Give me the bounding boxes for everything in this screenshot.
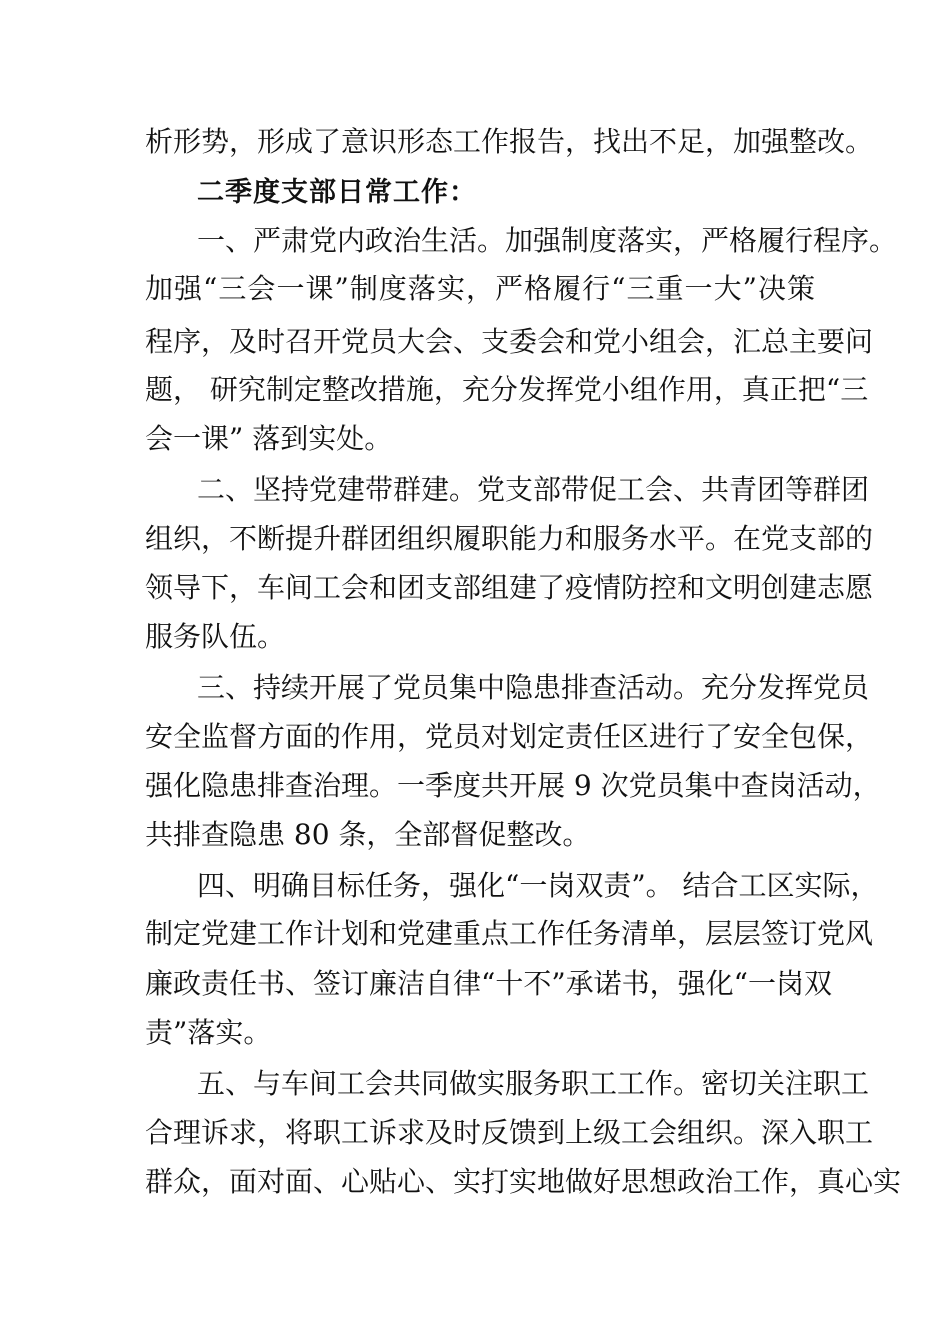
paragraph-line: 析形势，形成了意识形态工作报告，找出不足，加强整改。 [145,125,874,158]
paragraph-line: 一、严肃党内政治生活。加强制度落实，严格履行程序。 [197,224,898,257]
paragraph-line: 题， 研究制定整改措施，充分发挥党小组作用，真正把“三 [145,373,869,406]
paragraph-line: 群众，面对面、心贴心、实打实地做好思想政治工作，真心实 [145,1165,902,1198]
section-heading: 二季度支部日常工作： [197,177,477,208]
paragraph-line: 强化隐患排查治理。一季度共开展 9 次党员集中查岗活动， [145,769,881,802]
paragraph-line: 五、与车间工会共同做实服务职工工作。密切关注职工 [197,1067,870,1100]
paragraph-line: 制定党建工作计划和党建重点工作任务清单，层层签订党风 [145,917,874,950]
paragraph-line: 组织，不断提升群团组织履职能力和服务水平。在党支部的 [145,522,874,555]
paragraph-line: 合理诉求，将职工诉求及时反馈到上级工会组织。深入职工 [145,1116,874,1149]
paragraph-line: 加强“三会一课”制度落实，严格履行“三重一大”决策 [145,272,815,305]
paragraph-line: 程序，及时召开党员大会、支委会和党小组会，汇总主要问 [145,325,874,358]
paragraph-line: 四、明确目标任务，强化“一岗双责”。 结合工区实际， [197,869,879,902]
paragraph-line: 共排查隐患 80 条，全部督促整改。 [145,818,591,851]
paragraph-line: 服务队伍。 [145,620,286,653]
paragraph-line: 责”落实。 [145,1016,272,1049]
paragraph-line: 领导下，车间工会和团支部组建了疫情防控和文明创建志愿 [145,571,874,604]
paragraph-line: 安全监督方面的作用，党员对划定责任区进行了安全包保， [145,720,874,753]
paragraph-line: 三、持续开展了党员集中隐患排查活动。充分发挥党员 [197,671,870,704]
paragraph-line: 二、坚持党建带群建。党支部带促工会、共青团等群团 [197,473,870,506]
paragraph-line: 廉政责任书、签订廉洁自律“十不”承诺书，强化“一岗双 [145,967,832,1000]
paragraph-line: 会一课” 落到实处。 [145,422,393,455]
